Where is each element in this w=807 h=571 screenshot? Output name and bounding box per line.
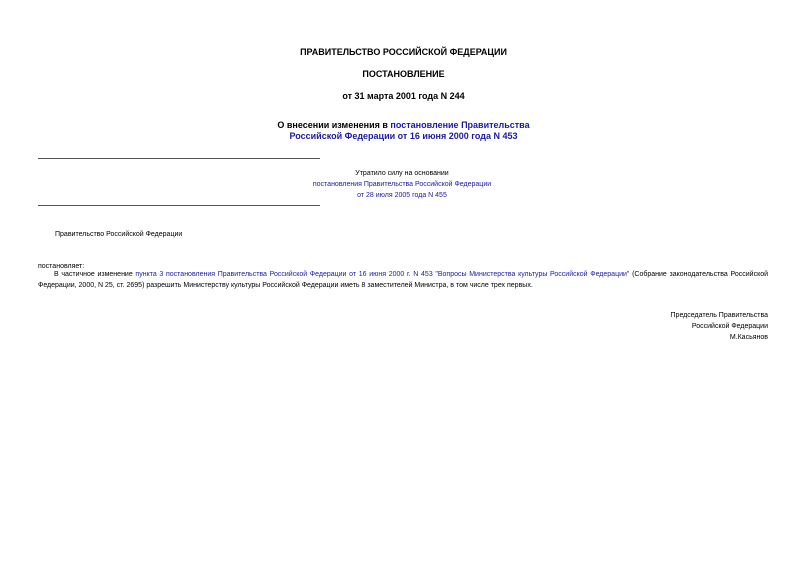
- title-prefix: О внесении изменения в: [277, 120, 391, 130]
- status-note-link-1[interactable]: постановления Правительства Российской Федерации: [312, 181, 492, 188]
- signature-line3: М.Касьянов: [729, 334, 768, 341]
- divider-top: [38, 158, 320, 159]
- doc-type-heading: ПОСТАНОВЛЕНИЕ: [362, 69, 445, 79]
- status-note-link-2[interactable]: от 28 июля 2005 года N 455: [357, 192, 447, 199]
- body-paragraph: [38, 269, 768, 291]
- body-link[interactable]: пункта 3 постановления Правительства Российской Федерации от 16 июня 2000 г. N 453 "Вопросы Министерства культуры Российской Федерации": [135, 271, 630, 278]
- decree-word: постановляет:: [38, 263, 85, 270]
- body-text-end: (Собрание законодательства Российской Федерации, 2000, N 25, ст. 2695) разрешить Министерству культуры Российской Федерации иметь 8 заместителей Министра, в том числе трех первых.: [38, 271, 769, 289]
- preamble: Правительство Российской Федерации: [55, 231, 183, 238]
- body-text-start: В частичное изменение: [54, 271, 136, 278]
- signature-line2: Российской Федерации: [691, 323, 768, 330]
- org-heading: ПРАВИТЕЛЬСТВО РОССИЙСКОЙ ФЕДЕРАЦИИ: [300, 47, 507, 57]
- divider-bottom: [38, 205, 320, 206]
- status-note: [252, 168, 552, 201]
- signature-line1: Председатель Правительства: [670, 312, 768, 319]
- status-note-line1: Утратило силу на основании: [355, 170, 449, 177]
- date-number-heading: от 31 марта 2001 года N 244: [342, 91, 465, 101]
- title-link-1[interactable]: постановление Правительства: [390, 120, 530, 130]
- document-title: [0, 120, 807, 142]
- signature-block: [671, 310, 768, 343]
- title-link-2[interactable]: Российской Федерации от 16 июня 2000 года N 453: [289, 131, 518, 141]
